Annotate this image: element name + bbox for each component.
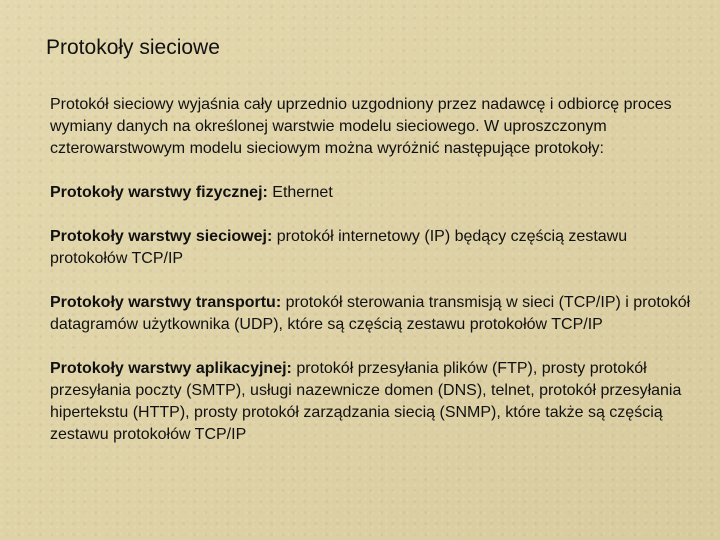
protocol-item-label: Protokoły warstwy transportu: bbox=[50, 294, 282, 311]
protocol-item-transport bbox=[50, 292, 700, 336]
protocol-item-text: protokół sterowania transmisją w sieci (TCP/IP) i protokół datagramów użytkownika (UDP), które są częścią zestawu protokołów TCP/IP bbox=[50, 294, 691, 333]
protocol-item-text: Ethernet bbox=[267, 184, 333, 201]
protocol-item-label: Protokoły warstwy sieciowej: bbox=[50, 228, 273, 245]
slide-title: Protokoły sieciowe bbox=[46, 36, 220, 59]
protocol-item-application bbox=[50, 358, 700, 446]
protocol-item-text: protokół internetowy (IP) będący częścią zestawu protokołów TCP/IP bbox=[50, 228, 628, 267]
intro-paragraph: Protokół sieciowy wyjaśnia cały uprzednio uzgodniony przez nadawcę i odbiorcę proces wymiany danych na określonej warstwie modelu sieciowego. W uproszczonym czterowarstwowym modelu sieciowym można wyróżnić następujące protokoły: bbox=[50, 96, 672, 157]
protocol-item-network bbox=[50, 226, 700, 270]
protocol-item-label: Protokoły warstwy fizycznej: bbox=[50, 184, 268, 201]
protocol-item-label: Protokoły warstwy aplikacyjnej: bbox=[50, 360, 292, 377]
protocol-item-text: protokół przesyłania plików (FTP), prosty protokół przesyłania poczty (SMTP), usługi nazewnicze domen (DNS), telnet, protokół przesyłania hipertekstu (HTTP), prosty protokół zarządzania siecią (SNMP), które także są częścią zestawu protokołów TCP/IP bbox=[50, 360, 682, 443]
slide-content bbox=[50, 94, 700, 468]
protocol-item-physical bbox=[50, 182, 700, 204]
